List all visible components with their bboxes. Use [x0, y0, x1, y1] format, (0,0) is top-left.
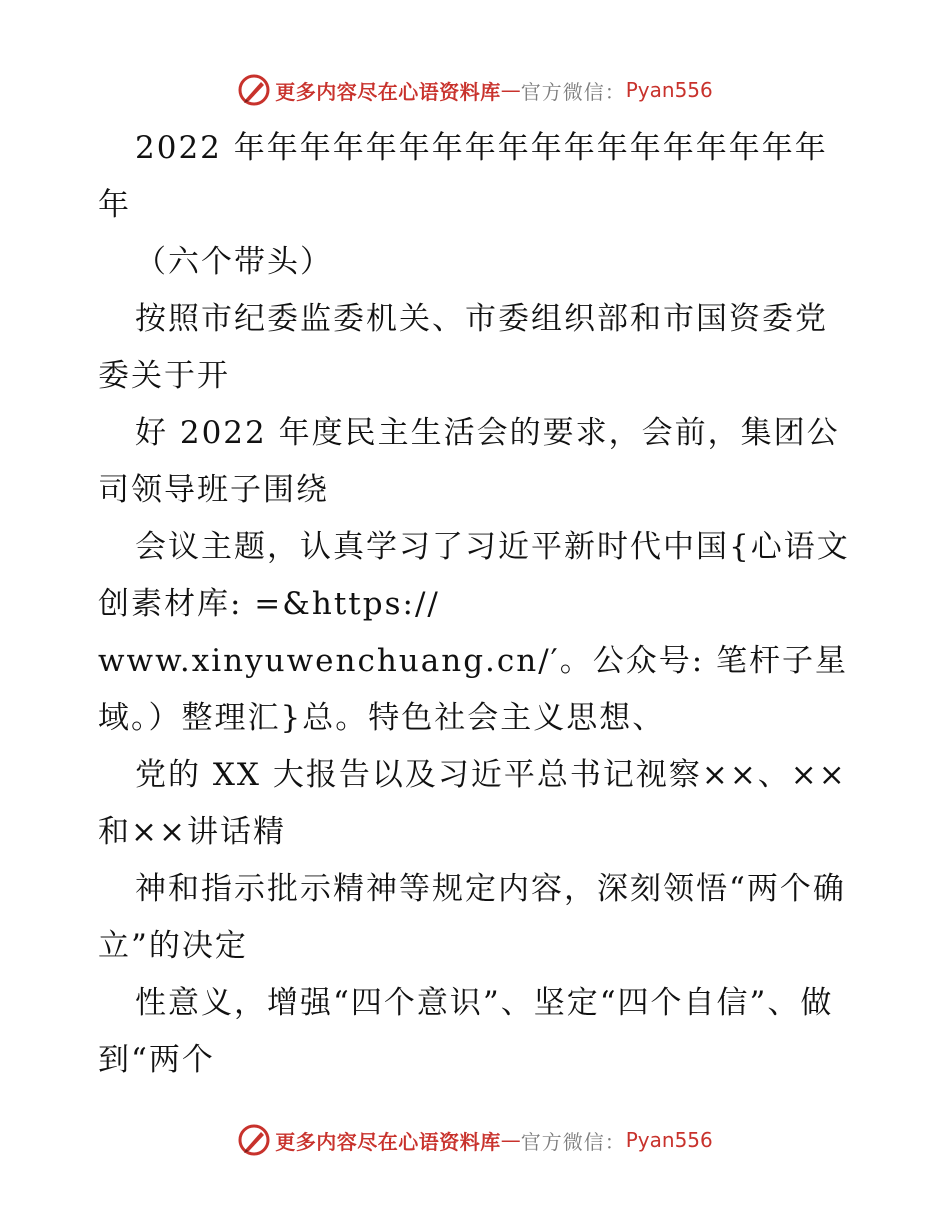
footer-watermark [0, 1120, 950, 1160]
paragraph-6: www.xinyuwenchuang.cn/′。公众号: 笔杆子星域。）整理汇}总。特色社会主义思想、 [98, 643, 849, 736]
paragraph-3: 按照市纪委监委机关、市委组织部和市国资委党委关于开 [98, 301, 828, 394]
watermark-dash: — [500, 1128, 521, 1152]
watermark-dash: — [500, 78, 521, 102]
watermark-brand: 更多内容尽在心语资料库 [275, 1129, 501, 1154]
document-body [98, 120, 858, 1089]
paragraph-9: 性意义，增强“四个意识”、坚定“四个自信”、做到“两个 [98, 985, 834, 1078]
watermark-id: Pyan556 [625, 78, 713, 102]
quill-logo-icon [237, 73, 271, 107]
paragraph-5: 会议主题，认真学习了习近平新时代中国{心语文创素材库: =&https:// [98, 529, 850, 622]
header-watermark [0, 70, 950, 110]
watermark-brand: 更多内容尽在心语资料库 [275, 79, 501, 104]
paragraph-7: 党的 XX 大报告以及习近平总书记视察××、××和××讲话精 [98, 757, 847, 850]
paragraph-8: 神和指示批示精神等规定内容，深刻领悟“两个确立”的决定 [98, 871, 846, 964]
paragraph-2: （六个带头） [135, 244, 333, 280]
quill-logo-icon [237, 1123, 271, 1157]
watermark-label: 官方微信： [520, 1129, 626, 1154]
watermark-label: 官方微信： [520, 79, 626, 104]
watermark-id: Pyan556 [625, 1128, 713, 1152]
paragraph-1: 2022 年年年年年年年年年年年年年年年年年年年 [98, 130, 828, 223]
paragraph-4: 好 2022 年度民主生活会的要求，会前，集团公司领导班子围绕 [98, 415, 840, 508]
